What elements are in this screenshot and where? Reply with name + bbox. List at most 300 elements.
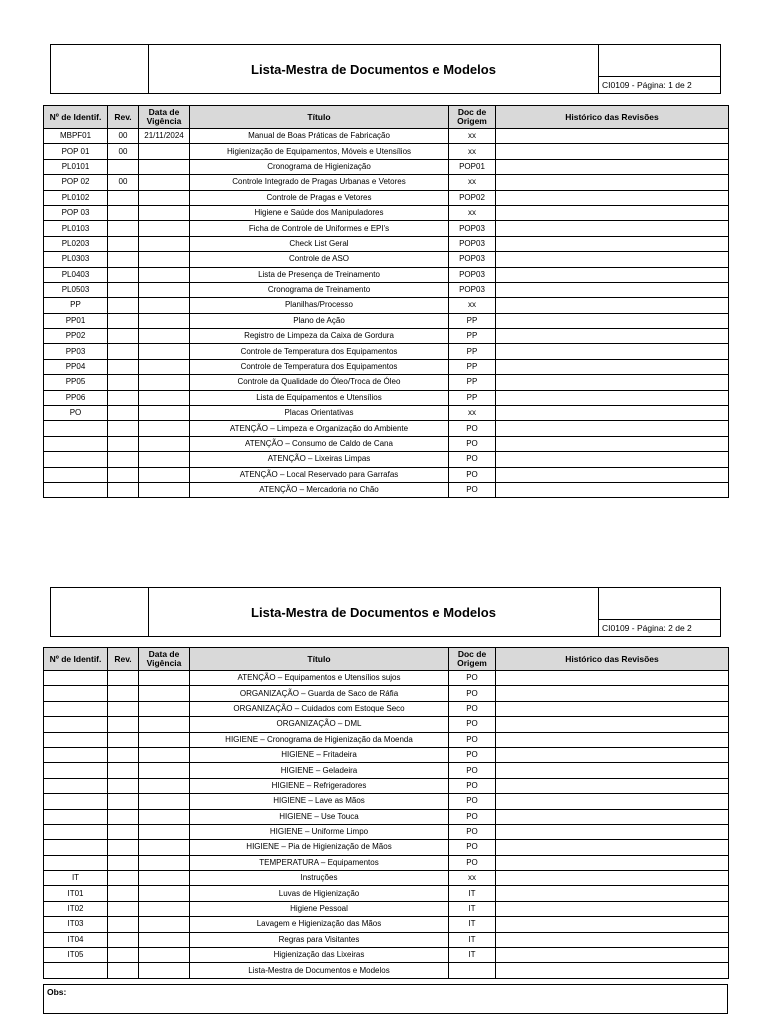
id-cell: POP 01 xyxy=(44,144,108,159)
origin-cell: PO xyxy=(449,824,496,839)
table-row xyxy=(44,824,729,839)
id-cell: PL0101 xyxy=(44,159,108,174)
title-cell: Planilhas/Processo xyxy=(190,298,449,313)
history-cell xyxy=(496,344,729,359)
history-cell xyxy=(496,159,729,174)
rev-cell xyxy=(108,840,139,855)
origin-cell: POP03 xyxy=(449,236,496,251)
table-row xyxy=(44,298,729,313)
table-row xyxy=(44,406,729,421)
id-cell xyxy=(44,824,108,839)
title-cell: ATENÇÃO – Lixeiras Limpas xyxy=(190,452,449,467)
origin-cell: IT xyxy=(449,917,496,932)
column-header-origin: Doc de Origem xyxy=(449,106,496,129)
history-cell xyxy=(496,871,729,886)
history-cell xyxy=(496,747,729,762)
origin-cell: POP03 xyxy=(449,252,496,267)
title-cell: TEMPERATURA – Equipamentos xyxy=(190,855,449,870)
origin-cell: POP03 xyxy=(449,267,496,282)
id-cell: POP 03 xyxy=(44,205,108,220)
date-cell xyxy=(139,344,190,359)
history-cell xyxy=(496,236,729,251)
history-cell xyxy=(496,313,729,328)
date-cell xyxy=(139,917,190,932)
id-cell xyxy=(44,671,108,686)
id-cell xyxy=(44,717,108,732)
table-row xyxy=(44,221,729,236)
table-row xyxy=(44,390,729,405)
id-cell: IT xyxy=(44,871,108,886)
date-cell xyxy=(139,298,190,313)
id-cell: PL0103 xyxy=(44,221,108,236)
date-cell xyxy=(139,840,190,855)
origin-cell: PO xyxy=(449,732,496,747)
table-row xyxy=(44,917,729,932)
rev-cell xyxy=(108,282,139,297)
origin-cell: PO xyxy=(449,686,496,701)
origin-cell: PO xyxy=(449,671,496,686)
history-cell xyxy=(496,298,729,313)
title-cell: Lavagem e Higienização das Mãos xyxy=(190,917,449,932)
title-cell: HIGIENE – Use Touca xyxy=(190,809,449,824)
rev-cell xyxy=(108,421,139,436)
title-cell: Higienização das Lixeiras xyxy=(190,948,449,963)
table-row xyxy=(44,778,729,793)
date-cell xyxy=(139,436,190,451)
title-cell: ATENÇÃO – Limpeza e Organização do Ambiente xyxy=(190,421,449,436)
date-cell xyxy=(139,406,190,421)
date-cell xyxy=(139,313,190,328)
table-row xyxy=(44,329,729,344)
table-row xyxy=(44,267,729,282)
table-row xyxy=(44,375,729,390)
id-cell: PP xyxy=(44,298,108,313)
title-cell: ATENÇÃO – Equipamentos e Utensílios sujos xyxy=(190,671,449,686)
history-cell xyxy=(496,467,729,482)
origin-cell: POP03 xyxy=(449,221,496,236)
id-cell: POP 02 xyxy=(44,175,108,190)
id-cell: PP01 xyxy=(44,313,108,328)
table-row xyxy=(44,175,729,190)
id-cell: PL0203 xyxy=(44,236,108,251)
id-cell xyxy=(44,482,108,497)
title-cell: Check List Geral xyxy=(190,236,449,251)
id-cell: PL0303 xyxy=(44,252,108,267)
table-row xyxy=(44,313,729,328)
title-cell: HIGIENE – Uniforme Limpo xyxy=(190,824,449,839)
history-cell xyxy=(496,452,729,467)
origin-cell: xx xyxy=(449,129,496,144)
history-cell xyxy=(496,129,729,144)
rev-cell xyxy=(108,159,139,174)
id-cell xyxy=(44,963,108,978)
history-cell xyxy=(496,329,729,344)
date-cell xyxy=(139,671,190,686)
rev-cell xyxy=(108,329,139,344)
date-cell xyxy=(139,871,190,886)
column-header-history: Histórico das Revisões xyxy=(496,106,729,129)
date-cell xyxy=(139,778,190,793)
date-cell xyxy=(139,886,190,901)
origin-cell: xx xyxy=(449,144,496,159)
table-row xyxy=(44,963,729,978)
obs-label: Obs: xyxy=(47,987,67,997)
id-cell: IT03 xyxy=(44,917,108,932)
id-cell xyxy=(44,467,108,482)
date-cell xyxy=(139,190,190,205)
title-cell: Cronograma de Higienização xyxy=(190,159,449,174)
date-cell xyxy=(139,932,190,947)
rev-cell xyxy=(108,467,139,482)
title-cell: HIGIENE – Cronograma de Higienização da Moenda xyxy=(190,732,449,747)
id-cell: IT05 xyxy=(44,948,108,963)
title-cell: Lista-Mestra de Documentos e Modelos xyxy=(190,963,449,978)
date-cell xyxy=(139,855,190,870)
origin-cell: IT xyxy=(449,901,496,916)
table-row xyxy=(44,671,729,686)
table-row xyxy=(44,747,729,762)
date-cell xyxy=(139,467,190,482)
column-header-id: Nº de Identif. xyxy=(44,648,108,671)
date-cell xyxy=(139,809,190,824)
id-cell: PP06 xyxy=(44,390,108,405)
id-cell: PP02 xyxy=(44,329,108,344)
date-cell xyxy=(139,329,190,344)
id-cell xyxy=(44,809,108,824)
id-cell xyxy=(44,701,108,716)
logo-cell xyxy=(51,588,149,636)
documents-table-page2 xyxy=(43,647,729,979)
table-row xyxy=(44,252,729,267)
table-row xyxy=(44,763,729,778)
table-row xyxy=(44,467,729,482)
origin-cell: PO xyxy=(449,717,496,732)
title-cell: Controle de ASO xyxy=(190,252,449,267)
date-cell xyxy=(139,390,190,405)
history-cell xyxy=(496,252,729,267)
title-cell: ORGANIZAÇÃO – DML xyxy=(190,717,449,732)
title-cell: HIGIENE – Pia de Higienização de Mãos xyxy=(190,840,449,855)
origin-cell: PO xyxy=(449,421,496,436)
rev-cell xyxy=(108,221,139,236)
date-cell xyxy=(139,701,190,716)
rev-cell xyxy=(108,406,139,421)
history-cell xyxy=(496,267,729,282)
title-cell: Higiene Pessoal xyxy=(190,901,449,916)
title-cell: Controle da Qualidade do Óleo/Troca de Óleo xyxy=(190,375,449,390)
date-cell xyxy=(139,221,190,236)
rev-cell xyxy=(108,686,139,701)
rev-cell xyxy=(108,452,139,467)
title-cell: HIGIENE – Fritadeira xyxy=(190,747,449,762)
column-header-title: Título xyxy=(190,648,449,671)
origin-cell: IT xyxy=(449,932,496,947)
origin-cell: POP03 xyxy=(449,282,496,297)
id-cell: PL0102 xyxy=(44,190,108,205)
table-row xyxy=(44,901,729,916)
title-cell: ATENÇÃO – Local Reservado para Garrafas xyxy=(190,467,449,482)
id-cell xyxy=(44,686,108,701)
observations-box xyxy=(43,984,728,1014)
origin-cell: PP xyxy=(449,390,496,405)
date-cell: 21/11/2024 xyxy=(139,129,190,144)
origin-cell: PO xyxy=(449,778,496,793)
rev-cell xyxy=(108,824,139,839)
page2-header xyxy=(50,587,721,637)
history-cell xyxy=(496,763,729,778)
id-cell: IT02 xyxy=(44,901,108,916)
history-cell xyxy=(496,436,729,451)
history-cell xyxy=(496,482,729,497)
history-cell xyxy=(496,144,729,159)
rev-cell xyxy=(108,871,139,886)
rev-cell xyxy=(108,732,139,747)
table-row xyxy=(44,344,729,359)
id-cell: IT04 xyxy=(44,932,108,947)
id-cell: PP03 xyxy=(44,344,108,359)
date-cell xyxy=(139,421,190,436)
rev-cell xyxy=(108,932,139,947)
origin-cell: PP xyxy=(449,375,496,390)
history-cell xyxy=(496,406,729,421)
title-cell: ATENÇÃO – Mercadoria no Chão xyxy=(190,482,449,497)
table-row xyxy=(44,129,729,144)
date-cell xyxy=(139,901,190,916)
column-header-rev: Rev. xyxy=(108,648,139,671)
title-cell: Controle Integrado de Pragas Urbanas e Vetores xyxy=(190,175,449,190)
origin-cell: PO xyxy=(449,467,496,482)
date-cell xyxy=(139,452,190,467)
title-cell: Regras para Visitantes xyxy=(190,932,449,947)
origin-cell: PP xyxy=(449,313,496,328)
date-cell xyxy=(139,144,190,159)
rev-cell xyxy=(108,778,139,793)
id-cell: PP05 xyxy=(44,375,108,390)
rev-cell: 00 xyxy=(108,129,139,144)
title-cell: HIGIENE – Geladeira xyxy=(190,763,449,778)
title-cell: Controle de Temperatura dos Equipamentos xyxy=(190,359,449,374)
history-cell xyxy=(496,205,729,220)
id-cell: PL0403 xyxy=(44,267,108,282)
date-cell xyxy=(139,948,190,963)
origin-cell: PP xyxy=(449,359,496,374)
title-cell: Manual de Boas Práticas de Fabricação xyxy=(190,129,449,144)
rev-cell xyxy=(108,436,139,451)
origin-cell: PO xyxy=(449,855,496,870)
title-cell: ORGANIZAÇÃO – Cuidados com Estoque Seco xyxy=(190,701,449,716)
table-header-row xyxy=(44,648,729,671)
title-cell: Controle de Pragas e Vetores xyxy=(190,190,449,205)
table-row xyxy=(44,948,729,963)
history-cell xyxy=(496,671,729,686)
date-cell xyxy=(139,963,190,978)
rev-cell xyxy=(108,963,139,978)
document-title: Lista-Mestra de Documentos e Modelos xyxy=(149,588,599,636)
rev-cell xyxy=(108,671,139,686)
table-row xyxy=(44,436,729,451)
origin-cell: PO xyxy=(449,763,496,778)
rev-cell xyxy=(108,747,139,762)
id-cell xyxy=(44,747,108,762)
rev-cell xyxy=(108,236,139,251)
rev-cell xyxy=(108,252,139,267)
date-cell xyxy=(139,205,190,220)
rev-cell xyxy=(108,948,139,963)
page-ref-cell xyxy=(599,45,720,93)
id-cell xyxy=(44,732,108,747)
column-header-title: Título xyxy=(190,106,449,129)
page-number: CI0109 - Página: 2 de 2 xyxy=(599,619,720,636)
title-cell: Ficha de Controle de Uniformes e EPI's xyxy=(190,221,449,236)
column-header-rev: Rev. xyxy=(108,106,139,129)
title-cell: ORGANIZAÇÃO – Guarda de Saco de Ráfia xyxy=(190,686,449,701)
rev-cell xyxy=(108,794,139,809)
id-cell xyxy=(44,794,108,809)
rev-cell xyxy=(108,717,139,732)
origin-cell xyxy=(449,963,496,978)
rev-cell xyxy=(108,298,139,313)
history-cell xyxy=(496,963,729,978)
id-cell: PO xyxy=(44,406,108,421)
rev-cell xyxy=(108,205,139,220)
table-row xyxy=(44,236,729,251)
history-cell xyxy=(496,221,729,236)
history-cell xyxy=(496,932,729,947)
table-row xyxy=(44,452,729,467)
column-header-origin: Doc de Origem xyxy=(449,648,496,671)
date-cell xyxy=(139,717,190,732)
history-cell xyxy=(496,824,729,839)
history-cell xyxy=(496,917,729,932)
id-cell: MBPF01 xyxy=(44,129,108,144)
id-cell xyxy=(44,436,108,451)
column-header-id: Nº de Identif. xyxy=(44,106,108,129)
table-row xyxy=(44,701,729,716)
history-cell xyxy=(496,794,729,809)
rev-cell xyxy=(108,390,139,405)
history-cell xyxy=(496,901,729,916)
column-header-history: Histórico das Revisões xyxy=(496,648,729,671)
origin-cell: PO xyxy=(449,436,496,451)
id-cell xyxy=(44,763,108,778)
origin-cell: PP xyxy=(449,329,496,344)
table-row xyxy=(44,794,729,809)
id-cell: PP04 xyxy=(44,359,108,374)
title-cell: Higienização de Equipamentos, Móveis e Utensílios xyxy=(190,144,449,159)
date-cell xyxy=(139,175,190,190)
date-cell xyxy=(139,824,190,839)
rev-cell xyxy=(108,313,139,328)
table-row xyxy=(44,717,729,732)
rev-cell xyxy=(108,267,139,282)
origin-cell: PO xyxy=(449,482,496,497)
documents-table-page1 xyxy=(43,105,729,498)
rev-cell xyxy=(108,482,139,497)
rev-cell xyxy=(108,375,139,390)
table-row xyxy=(44,886,729,901)
page-ref-cell xyxy=(599,588,720,636)
title-cell: Controle de Temperatura dos Equipamentos xyxy=(190,344,449,359)
rev-cell xyxy=(108,855,139,870)
history-cell xyxy=(496,948,729,963)
table-row xyxy=(44,421,729,436)
date-cell xyxy=(139,159,190,174)
origin-cell: IT xyxy=(449,948,496,963)
title-cell: HIGIENE – Lave as Mãos xyxy=(190,794,449,809)
title-cell: HIGIENE – Refrigeradores xyxy=(190,778,449,793)
origin-cell: PO xyxy=(449,747,496,762)
page-number: CI0109 - Página: 1 de 2 xyxy=(599,76,720,93)
history-cell xyxy=(496,390,729,405)
origin-cell: xx xyxy=(449,298,496,313)
id-cell xyxy=(44,840,108,855)
rev-cell xyxy=(108,344,139,359)
origin-cell: PO xyxy=(449,809,496,824)
origin-cell: IT xyxy=(449,886,496,901)
history-cell xyxy=(496,840,729,855)
date-cell xyxy=(139,482,190,497)
table-row xyxy=(44,205,729,220)
rev-cell: 00 xyxy=(108,144,139,159)
origin-cell: POP02 xyxy=(449,190,496,205)
table-header-row xyxy=(44,106,729,129)
title-cell: Lista de Equipamentos e Utensílios xyxy=(190,390,449,405)
date-cell xyxy=(139,252,190,267)
id-cell xyxy=(44,452,108,467)
date-cell xyxy=(139,747,190,762)
history-cell xyxy=(496,421,729,436)
title-cell: Instruções xyxy=(190,871,449,886)
table-row xyxy=(44,686,729,701)
table-row xyxy=(44,190,729,205)
rev-cell xyxy=(108,917,139,932)
history-cell xyxy=(496,886,729,901)
history-cell xyxy=(496,732,729,747)
table-row xyxy=(44,482,729,497)
date-cell xyxy=(139,359,190,374)
logo-cell xyxy=(51,45,149,93)
table-row xyxy=(44,732,729,747)
column-header-date: Data de Vigência xyxy=(139,648,190,671)
history-cell xyxy=(496,717,729,732)
rev-cell xyxy=(108,359,139,374)
id-cell xyxy=(44,778,108,793)
table-row xyxy=(44,855,729,870)
history-cell xyxy=(496,282,729,297)
title-cell: Higiene e Saúde dos Manipuladores xyxy=(190,205,449,220)
origin-cell: PO xyxy=(449,840,496,855)
table-row xyxy=(44,871,729,886)
table-row xyxy=(44,359,729,374)
date-cell xyxy=(139,375,190,390)
origin-cell: PP xyxy=(449,344,496,359)
table-row xyxy=(44,809,729,824)
rev-cell xyxy=(108,763,139,778)
history-cell xyxy=(496,359,729,374)
date-cell xyxy=(139,267,190,282)
origin-cell: PO xyxy=(449,794,496,809)
origin-cell: PO xyxy=(449,701,496,716)
origin-cell: xx xyxy=(449,871,496,886)
document-title: Lista-Mestra de Documentos e Modelos xyxy=(149,45,599,93)
date-cell xyxy=(139,794,190,809)
table-row xyxy=(44,159,729,174)
date-cell xyxy=(139,282,190,297)
table-row xyxy=(44,932,729,947)
rev-cell: 00 xyxy=(108,175,139,190)
table-row xyxy=(44,282,729,297)
date-cell xyxy=(139,686,190,701)
